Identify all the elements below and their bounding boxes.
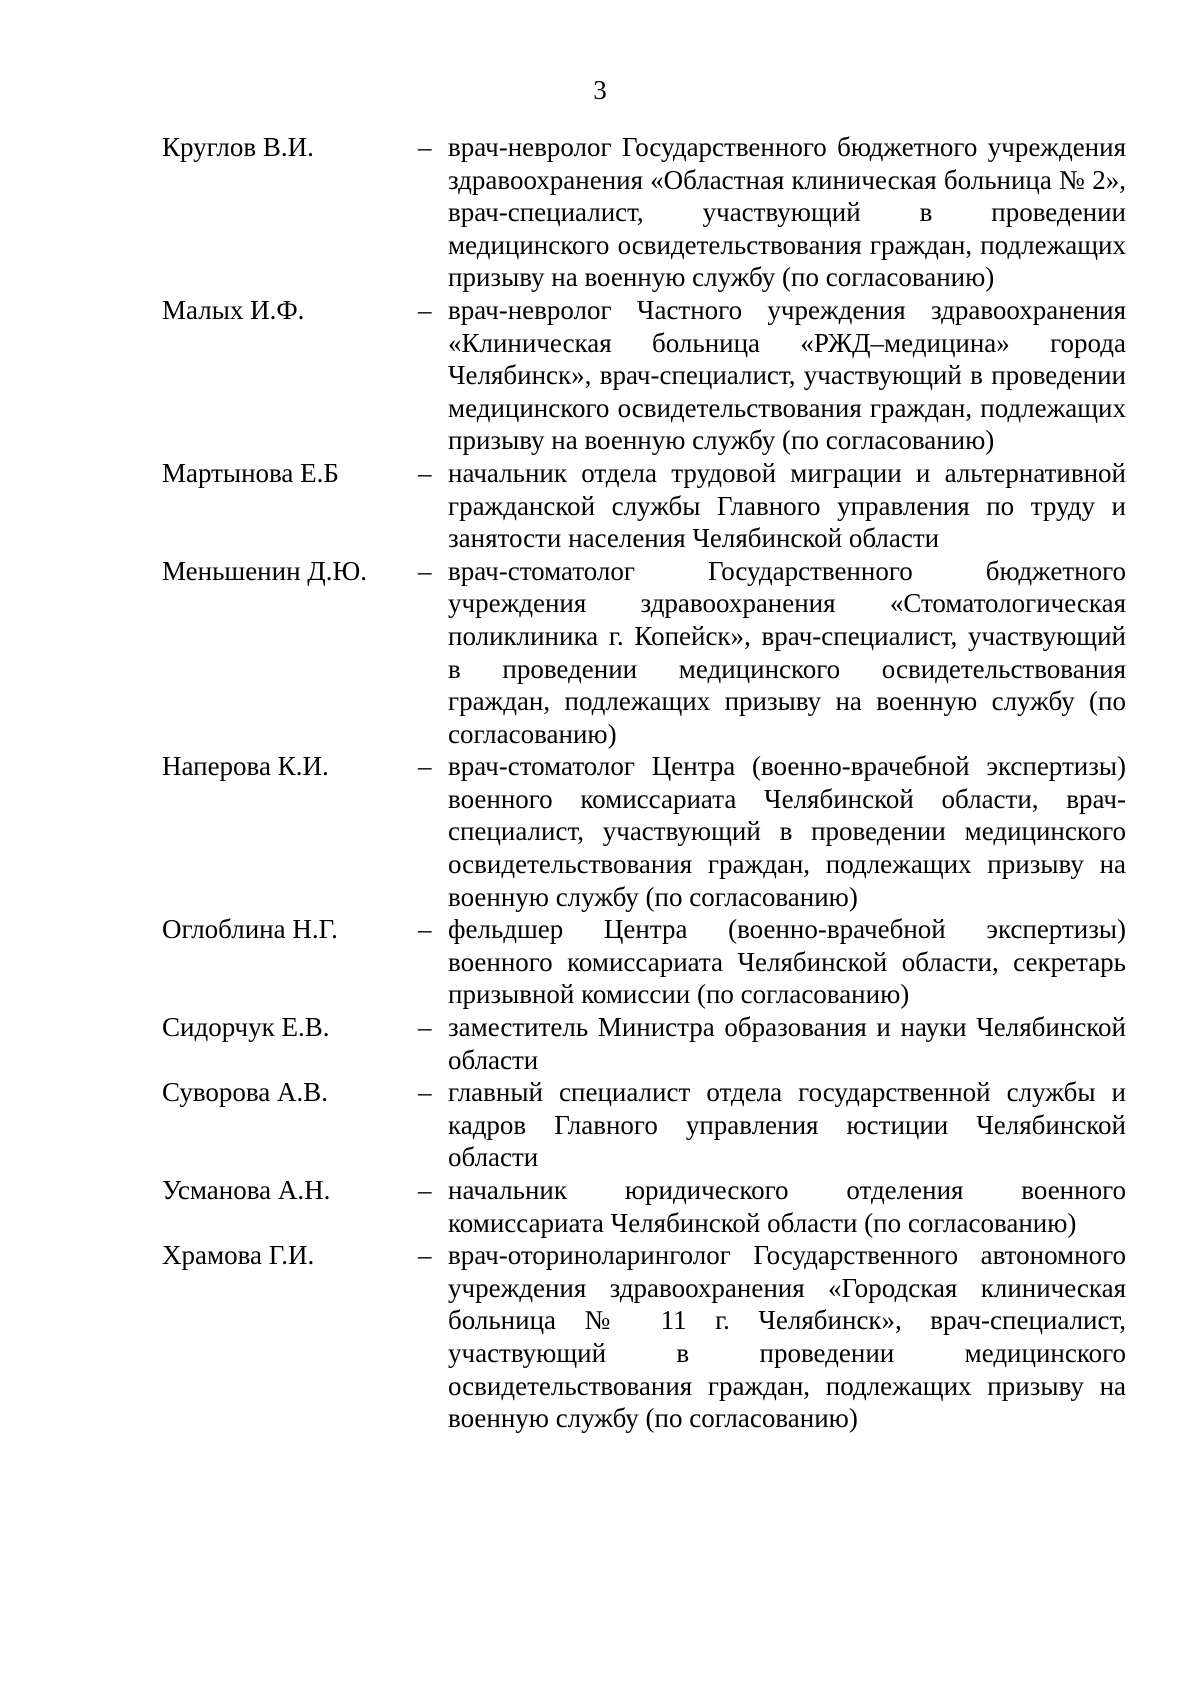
member-position: врач-невролог Государственного бюджетного учреждения здравоохранения «Областная клиническая больница № 2», врач-специалист, участвующий в проведении медицинского освидетельствования граждан, подлежащих призыву на военную службу (по согласованию): [448, 132, 1126, 293]
dash-separator: –: [418, 294, 432, 325]
dash-separator: –: [418, 1077, 432, 1108]
member-name: Храмова Г.И.: [162, 1240, 315, 1271]
member-name: Меньшенин Д.Ю.: [162, 555, 367, 586]
member-name: Мартынова Е.Б: [162, 457, 339, 488]
member-position: начальник юридического отделения военного комиссариата Челябинской области (по согласованию): [448, 1175, 1126, 1238]
dash-separator: –: [418, 751, 432, 782]
member-position: заместитель Министра образования и науки Челябинской области: [448, 1012, 1126, 1075]
list-item: [162, 913, 1134, 1011]
member-name: Усманова А.Н.: [162, 1175, 331, 1205]
member-position: фельдшер Центра (военно-врачебной экспертизы) военного комиссариата Челябинской области, секретарь призывной комиссии (по согласованию): [448, 914, 1126, 1010]
dash-separator: –: [418, 1175, 432, 1205]
dash-separator: –: [418, 555, 432, 586]
member-name: Круглов В.И.: [162, 132, 314, 162]
list-item: [162, 294, 1134, 457]
list-item: [162, 1076, 1134, 1174]
member-position: главный специалист отдела государственной службы и кадров Главного управления юстиции Челябинской области: [448, 1077, 1126, 1173]
member-name: Малых И.Ф.: [162, 294, 305, 325]
dash-separator: –: [418, 1240, 432, 1271]
member-name: Суворова А.В.: [162, 1077, 329, 1108]
list-item: [162, 131, 1134, 294]
dash-separator: –: [418, 914, 432, 945]
list-item: [162, 1011, 1134, 1076]
list-item: [162, 555, 1134, 751]
member-name: Сидорчук Е.В.: [162, 1012, 330, 1043]
member-position: врач-оториноларинголог Государственного автономного учреждения здравоохранения «Городская клиническая больница № 11 г. Челябинск», врач-специалист, участвующий в проведении медицинского освидетельствования граждан, подлежащих призыву на военную службу (по согласованию): [448, 1240, 1126, 1434]
dash-separator: –: [418, 457, 432, 488]
member-list: [162, 131, 1134, 1435]
dash-separator: –: [418, 132, 432, 162]
member-position: врач-невролог Частного учреждения здравоохранения «Клиническая больница «РЖД–медицина» города Челябинск», врач-специалист, участвующий в проведении медицинского освидетельствования граждан, подлежащих призыву на военную службу (по согласованию): [448, 294, 1126, 456]
list-item: [162, 457, 1134, 555]
list-item: [162, 1239, 1134, 1435]
member-position: врач-стоматолог Государственного бюджетного учреждения здравоохранения «Стоматологическая поликлиника г. Копейск», врач-специалист, участвующий в проведении медицинского освидетельствования граждан, подлежащих призыву на военную службу (по согласованию): [448, 555, 1126, 749]
list-item: [162, 1174, 1134, 1239]
page-number: 3: [593, 75, 607, 105]
member-name: Оглоблина Н.Г.: [162, 914, 338, 945]
member-position: врач-стоматолог Центра (военно-врачебной экспертизы) военного комиссариата Челябинской области, врач-специалист, участвующий в проведении медицинского освидетельствования граждан, подлежащих призыву на военную службу (по согласованию): [448, 751, 1126, 912]
member-position: начальник отдела трудовой миграции и альтернативной гражданской службы Главного управления по труду и занятости населения Челябинской области: [448, 457, 1126, 554]
dash-separator: –: [418, 1012, 432, 1043]
member-name: Наперова К.И.: [162, 751, 329, 782]
list-item: [162, 750, 1134, 913]
